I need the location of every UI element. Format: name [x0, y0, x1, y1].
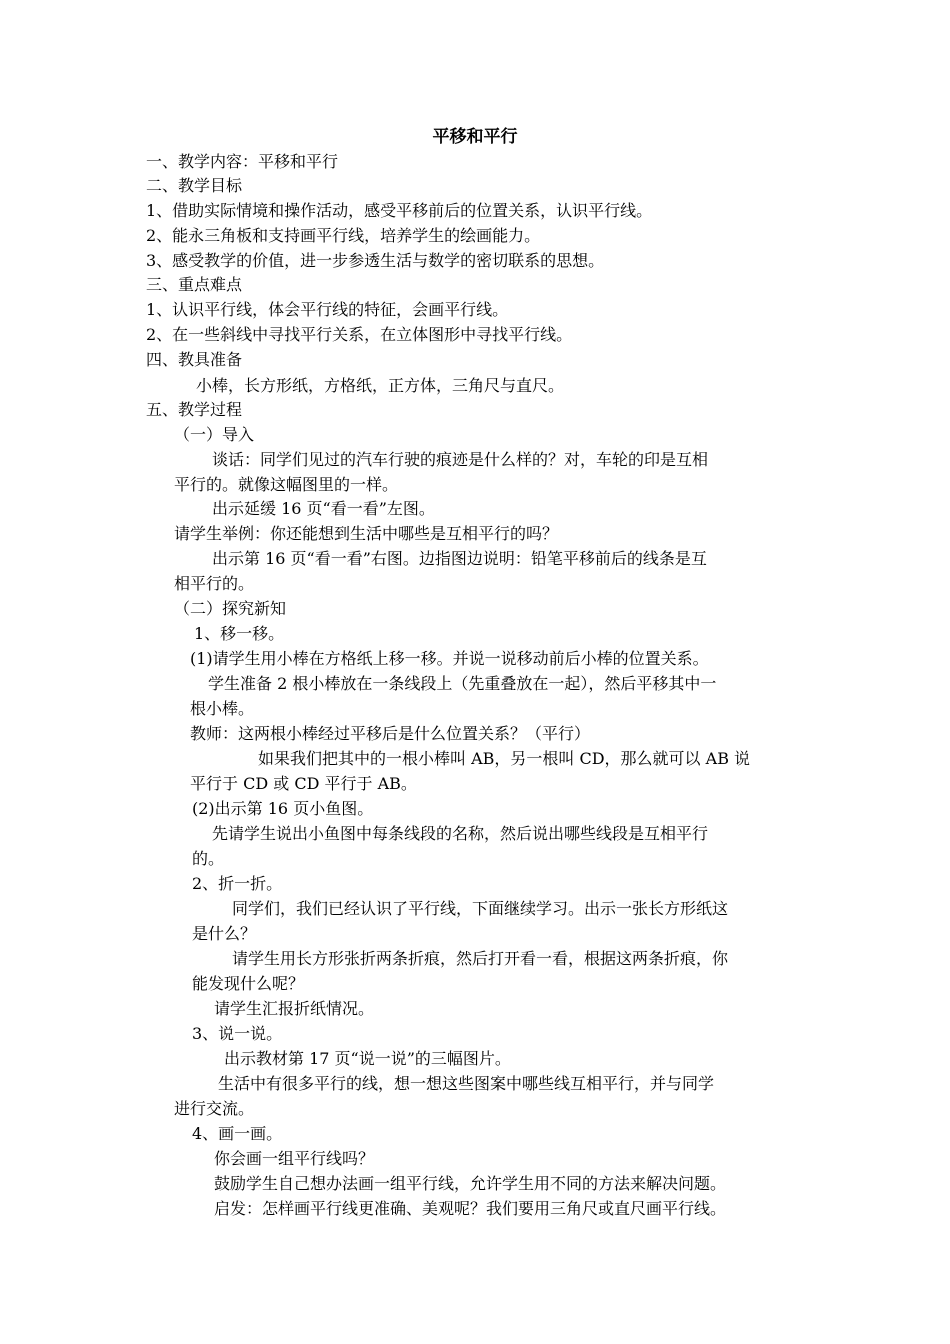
text-line: 出示延缓 16 页“看一看”左图。 — [212, 499, 435, 518]
text-line: 能发现什么呢？ — [192, 974, 305, 993]
text-line: 五、教学过程 — [146, 400, 243, 419]
text-line: 四、教具准备 — [146, 350, 243, 369]
text-line: 一、教学内容：平移和平行 — [146, 152, 339, 171]
text-line: 的。 — [192, 849, 225, 868]
text-line: 同学们，我们已经认识了平行线，下面继续学习。出示一张长方形纸这 — [232, 899, 729, 918]
text-line: 谈话：同学们见过的汽车行驶的痕迹是什么样的？对，车轮的印是互相 — [212, 450, 709, 469]
text-line: 生活中有很多平行的线，想一想这些图案中哪些线互相平行，并与同学 — [218, 1074, 715, 1093]
text-line: 教师：这两根小棒经过平移后是什么位置关系？（平行） — [190, 724, 591, 743]
text-line: 请学生用长方形张折两条折痕，然后打开看一看，根据这两条折痕，你 — [232, 949, 729, 968]
text-line: 2、能永三角板和支持画平行线，培养学生的绘画能力。 — [146, 226, 541, 245]
text-line: 进行交流。 — [174, 1099, 255, 1118]
text-line: 2、在一些斜线中寻找平行关系，在立体图形中寻找平行线。 — [146, 325, 573, 344]
text-line: 出示第 16 页“看一看”右图。边指图边说明：铅笔平移前后的线条是互 — [212, 549, 707, 568]
text-line: 1、借助实际情境和操作活动，感受平移前后的位置关系，认识平行线。 — [146, 201, 653, 220]
text-line: (2)出示第 16 页小鱼图。 — [192, 799, 374, 818]
text-line: 是什么？ — [192, 924, 257, 943]
text-line: 先请学生说出小鱼图中每条线段的名称，然后说出哪些线段是互相平行 — [212, 824, 709, 843]
text-line: 学生准备 2 根小棒放在一条线段上（先重叠放在一起），然后平移其中一 — [208, 674, 717, 693]
text-line: （二）探究新知 — [174, 599, 287, 618]
text-line: 平行的。就像这幅图里的一样。 — [174, 475, 399, 494]
text-line: 2、折一折。 — [192, 874, 283, 893]
text-line: 鼓励学生自己想办法画一组平行线，允许学生用不同的方法来解决问题。 — [214, 1174, 727, 1193]
text-line: 1、认识平行线，体会平行线的特征，会画平行线。 — [146, 300, 509, 319]
text-line: 相平行的。 — [174, 574, 255, 593]
text-line: 4、画一画。 — [192, 1124, 283, 1143]
text-line: 1、移一移。 — [194, 624, 285, 643]
text-line: 如果我们把其中的一根小棒叫 AB，另一根叫 CD，那么就可以 AB 说 — [258, 749, 751, 768]
text-line: 请学生汇报折纸情况。 — [214, 999, 375, 1018]
text-line: 出示教材第 17 页“说一说”的三幅图片。 — [224, 1049, 511, 1068]
document-title: 平移和平行 — [432, 127, 518, 147]
text-line: 启发：怎样画平行线更准确、美观呢？我们要用三角尺或直尺画平行线。 — [214, 1199, 727, 1218]
text-line: 平行于 CD 或 CD 平行于 AB。 — [190, 774, 417, 793]
text-line: 你会画一组平行线吗？ — [214, 1149, 375, 1168]
text-line: 三、重点难点 — [146, 275, 243, 294]
text-line: 3、感受教学的价值，进一步参透生活与数学的密切联系的思想。 — [146, 251, 605, 270]
text-line: 小棒，长方形纸，方格纸，正方体，三角尺与直尺。 — [196, 376, 565, 395]
text-line: 请学生举例：你还能想到生活中哪些是互相平行的吗？ — [174, 524, 559, 543]
text-line: 二、教学目标 — [146, 176, 243, 195]
text-line: 根小棒。 — [190, 699, 255, 718]
text-line: 3、说一说。 — [192, 1024, 283, 1043]
text-line: （一）导入 — [174, 425, 255, 444]
text-line: (1)请学生用小棒在方格纸上移一移。并说一说移动前后小棒的位置关系。 — [190, 649, 709, 668]
